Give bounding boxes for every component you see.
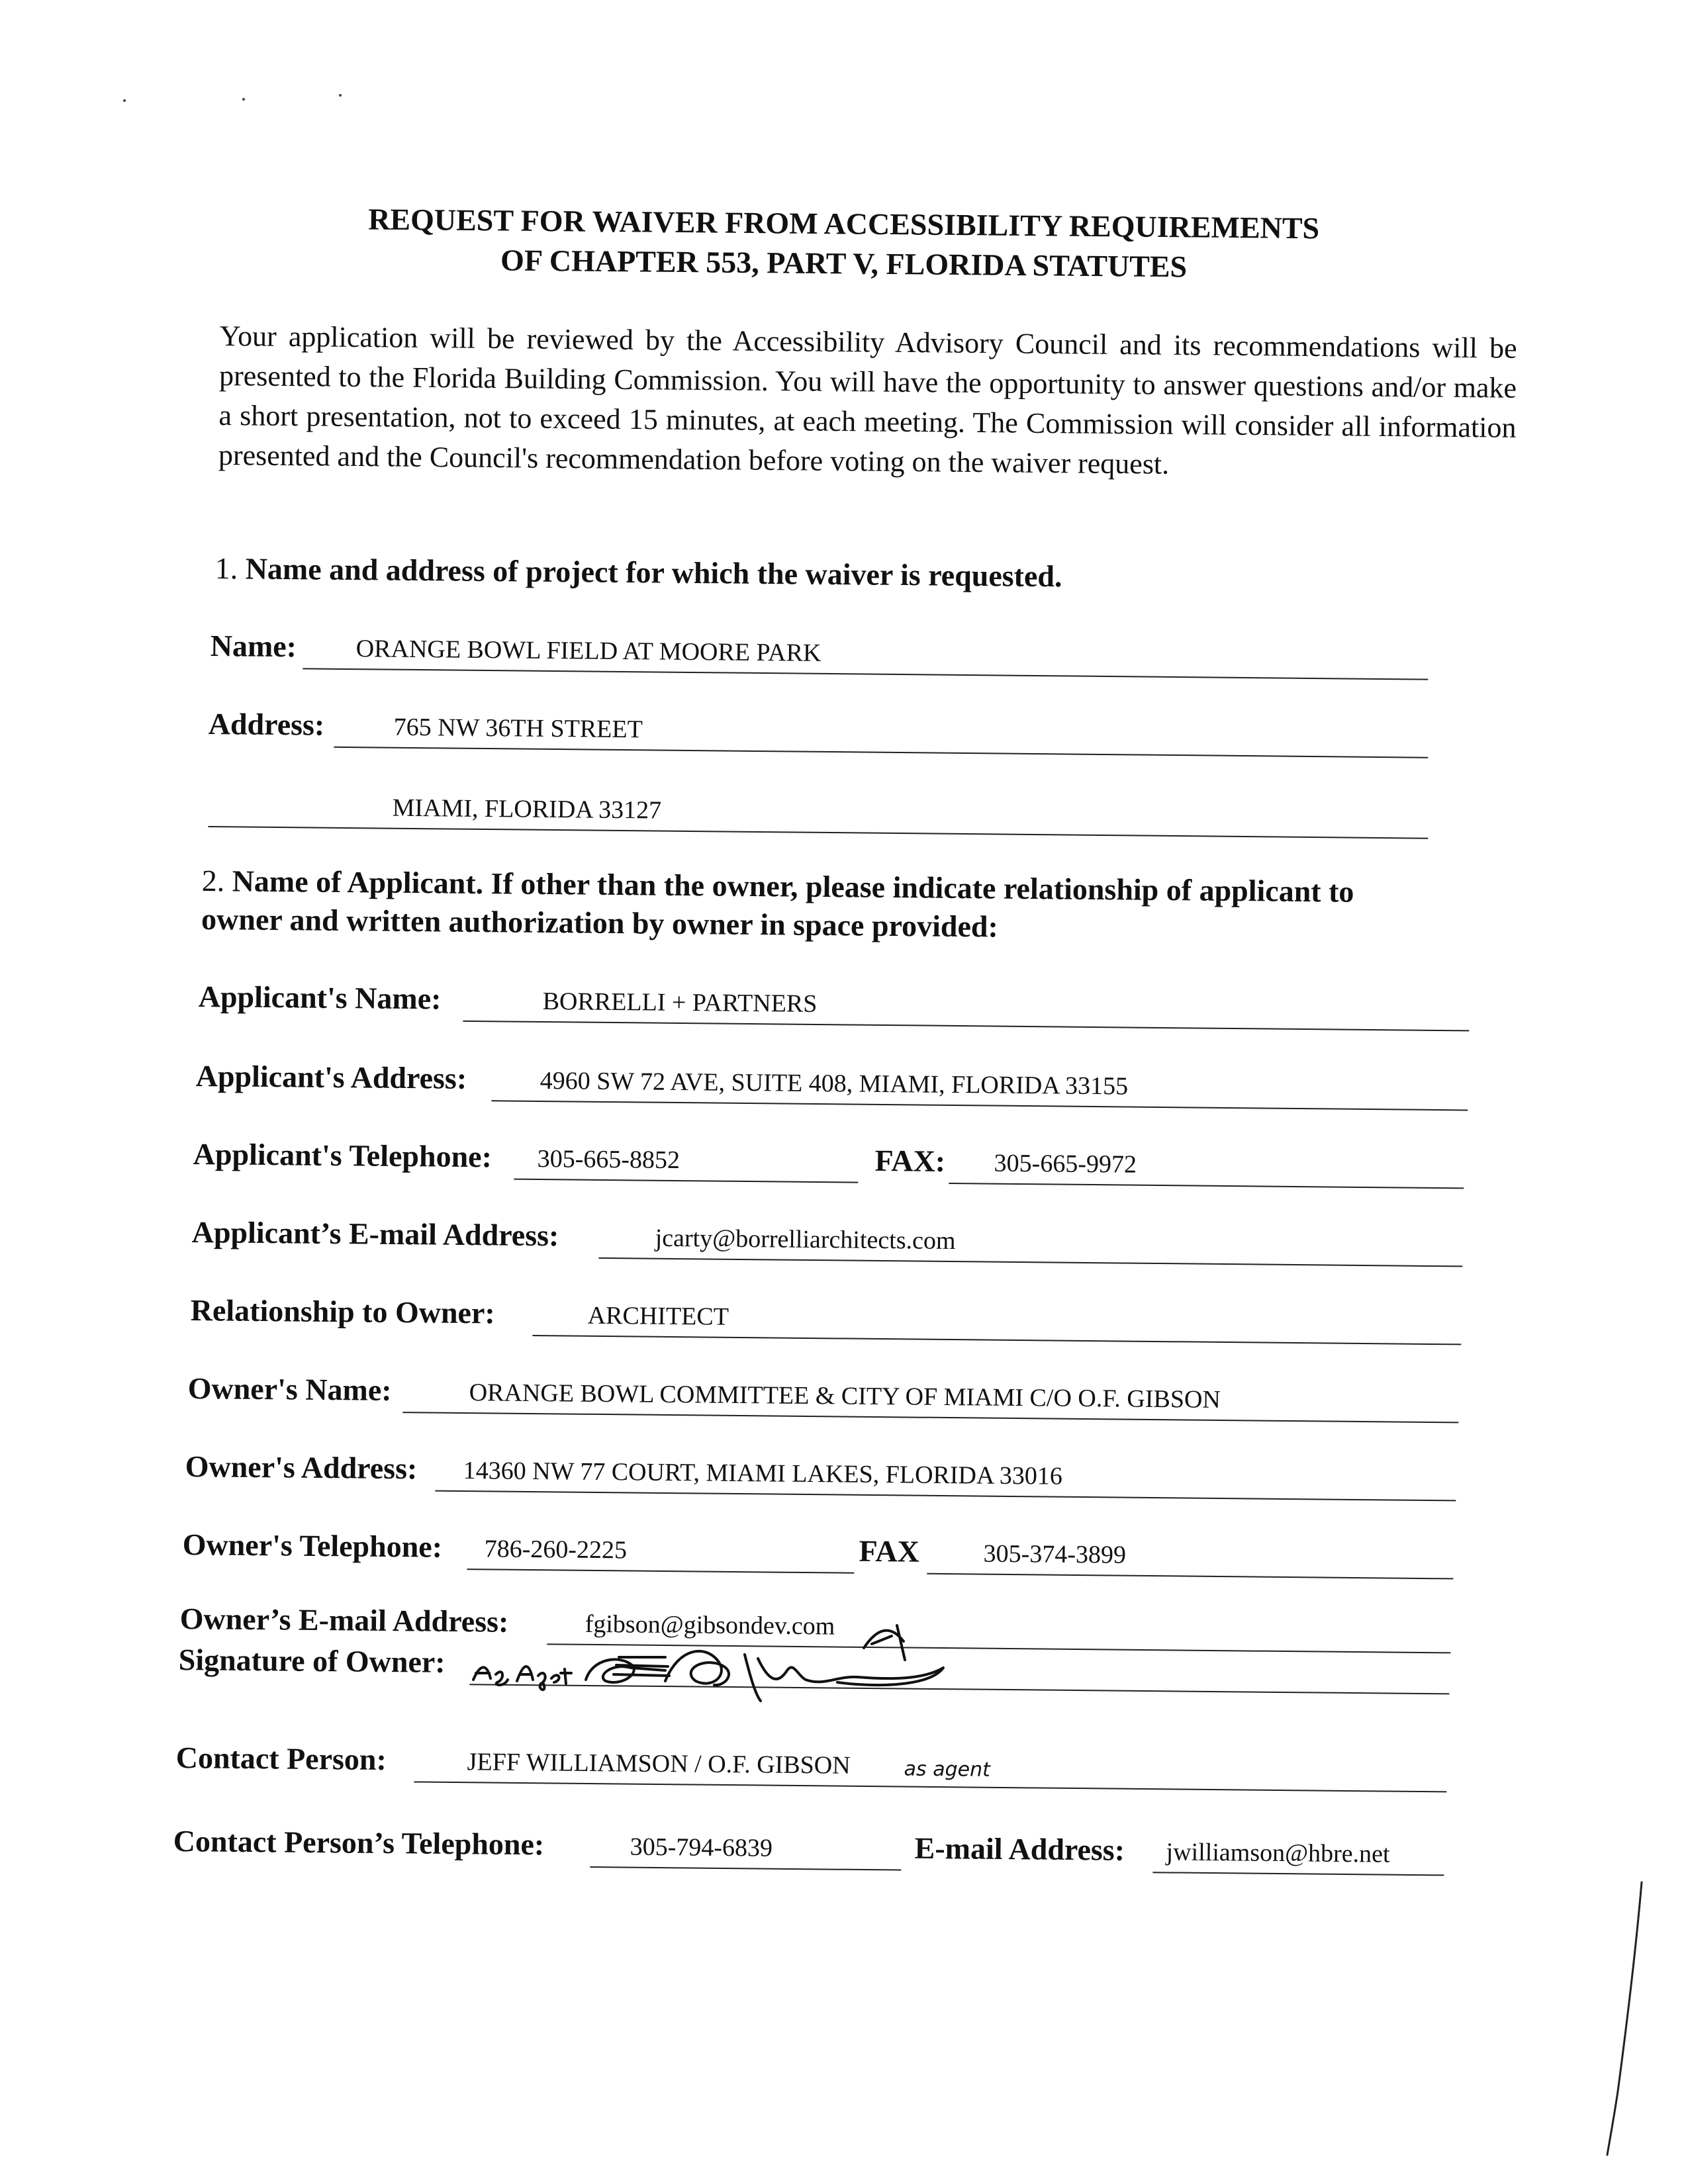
project-address-line	[334, 747, 1428, 758]
owner-fax-label: FAX	[859, 1533, 920, 1569]
applicant-address-value[interactable]: 4960 SW 72 AVE, SUITE 408, MIAMI, FLORIDA 33155	[539, 1066, 1129, 1101]
applicant-fax-label: FAX:	[874, 1143, 946, 1178]
contact-person-line	[414, 1781, 1446, 1792]
owner-telephone-row	[182, 1527, 1470, 1580]
intro-paragraph: Your application will be reviewed by the Accessibility Advisory Council and its recommendations will be presented to the Florida Building Commission. You will have the opportunity to answer questions and/or make a short presentation, not to exceed 15 minutes, at each meeting. The Commission will consider all information presented and the Council's recommendation before voting on the waiver request.	[218, 319, 1517, 480]
contact-person-label: Contact Person:	[175, 1741, 387, 1777]
applicant-fax-line	[949, 1183, 1464, 1189]
owner-name-row	[187, 1371, 1470, 1424]
owner-name-line	[402, 1412, 1458, 1423]
applicant-email-row	[191, 1215, 1470, 1267]
section-2-number: 2.	[201, 863, 225, 898]
applicant-email-label: Applicant’s E-mail Address:	[191, 1215, 559, 1253]
applicant-address-label: Applicant's Address:	[195, 1059, 467, 1095]
applicant-telephone-row	[193, 1137, 1470, 1189]
project-name-label: Name:	[210, 629, 297, 664]
applicant-address-line	[491, 1100, 1468, 1111]
applicant-email-value[interactable]: jcarty@borrelliarchitects.com	[655, 1224, 956, 1255]
owner-signature-image	[467, 1602, 970, 1714]
owner-telephone-label: Owner's Telephone:	[182, 1527, 443, 1564]
project-name-line	[303, 668, 1428, 680]
applicant-telephone-label: Applicant's Telephone:	[193, 1137, 492, 1174]
contact-person-row	[175, 1741, 1470, 1793]
title-line-2: OF CHAPTER 553, PART V, FLORIDA STATUTES	[500, 243, 1188, 284]
contact-email-line	[1152, 1872, 1444, 1876]
applicant-telephone-line	[514, 1179, 858, 1183]
owner-name-label: Owner's Name:	[187, 1371, 392, 1407]
applicant-address-row	[195, 1059, 1469, 1111]
pen-mark	[1595, 1880, 1648, 2158]
contact-telephone-value[interactable]: 305-794-6839	[630, 1833, 773, 1862]
applicant-name-line	[463, 1021, 1469, 1032]
applicant-fax-value[interactable]: 305-665-9972	[994, 1149, 1137, 1179]
contact-person-note: as agent	[904, 1757, 991, 1782]
project-address-row	[208, 707, 1429, 758]
section-1-number: 1.	[214, 551, 238, 586]
owner-telephone-line	[467, 1569, 854, 1574]
contact-telephone-row	[173, 1824, 1470, 1876]
project-address-value-2[interactable]: MIAMI, FLORIDA 33127	[392, 794, 662, 825]
relationship-label: Relationship to Owner:	[190, 1293, 495, 1330]
owner-address-line	[435, 1490, 1456, 1502]
section-2-text-1: Name of Applicant. If other than the owner, please indicate relationship of applicant to	[232, 864, 1354, 909]
owner-signature-label: Signature of Owner:	[178, 1643, 445, 1679]
project-address-value-1[interactable]: 765 NW 36TH STREET	[393, 713, 643, 744]
contact-telephone-line	[590, 1866, 901, 1871]
section-1-text: Name and address of project for which the waiver is requested.	[245, 551, 1062, 594]
owner-address-label: Owner's Address:	[185, 1449, 418, 1486]
owner-address-value[interactable]: 14360 NW 77 COURT, MIAMI LAKES, FLORIDA 33016	[463, 1457, 1063, 1490]
section-2-text-2: owner and written authorization by owner in space provided:	[201, 901, 999, 944]
contact-email-value[interactable]: jwilliamson@hbre.net	[1166, 1838, 1390, 1868]
owner-address-row	[185, 1449, 1470, 1502]
applicant-name-label: Applicant's Name:	[198, 979, 442, 1016]
project-name-value[interactable]: ORANGE BOWL FIELD AT MOORE PARK	[355, 635, 821, 667]
owner-email-value[interactable]: fgibson@gibsondev.com	[585, 1610, 835, 1641]
project-address-label: Address:	[208, 707, 325, 742]
project-address-line-2	[208, 826, 1428, 839]
owner-telephone-value[interactable]: 786-260-2225	[484, 1535, 628, 1565]
contact-telephone-label: Contact Person’s Telephone:	[173, 1824, 545, 1862]
relationship-line	[532, 1335, 1461, 1345]
project-address-row-2	[208, 788, 1429, 839]
owner-name-value[interactable]: ORANGE BOWL COMMITTEE & CITY OF MIAMI C/O O.F. GIBSON	[469, 1379, 1221, 1414]
owner-fax-line	[927, 1573, 1453, 1580]
relationship-row	[190, 1293, 1470, 1345]
title-line-1: REQUEST FOR WAIVER FROM ACCESSIBILITY REQUIREMENTS	[367, 202, 1320, 246]
contact-email-label: E-mail Address:	[914, 1831, 1125, 1867]
project-name-row	[210, 629, 1429, 680]
relationship-value[interactable]: ARCHITECT	[587, 1301, 729, 1331]
owner-email-label: Owner’s E-mail Address:	[179, 1602, 509, 1639]
section-1-heading	[214, 549, 1062, 596]
section-2-heading	[201, 862, 1354, 950]
applicant-name-value[interactable]: BORRELLI + PARTNERS	[542, 987, 818, 1018]
applicant-email-line	[598, 1257, 1462, 1267]
applicant-name-row	[198, 979, 1470, 1031]
owner-fax-value[interactable]: 305-374-3899	[983, 1539, 1127, 1569]
applicant-telephone-value[interactable]: 305-665-8852	[537, 1144, 680, 1175]
contact-person-value[interactable]: JEFF WILLIAMSON / O.F. GIBSON	[467, 1748, 851, 1780]
